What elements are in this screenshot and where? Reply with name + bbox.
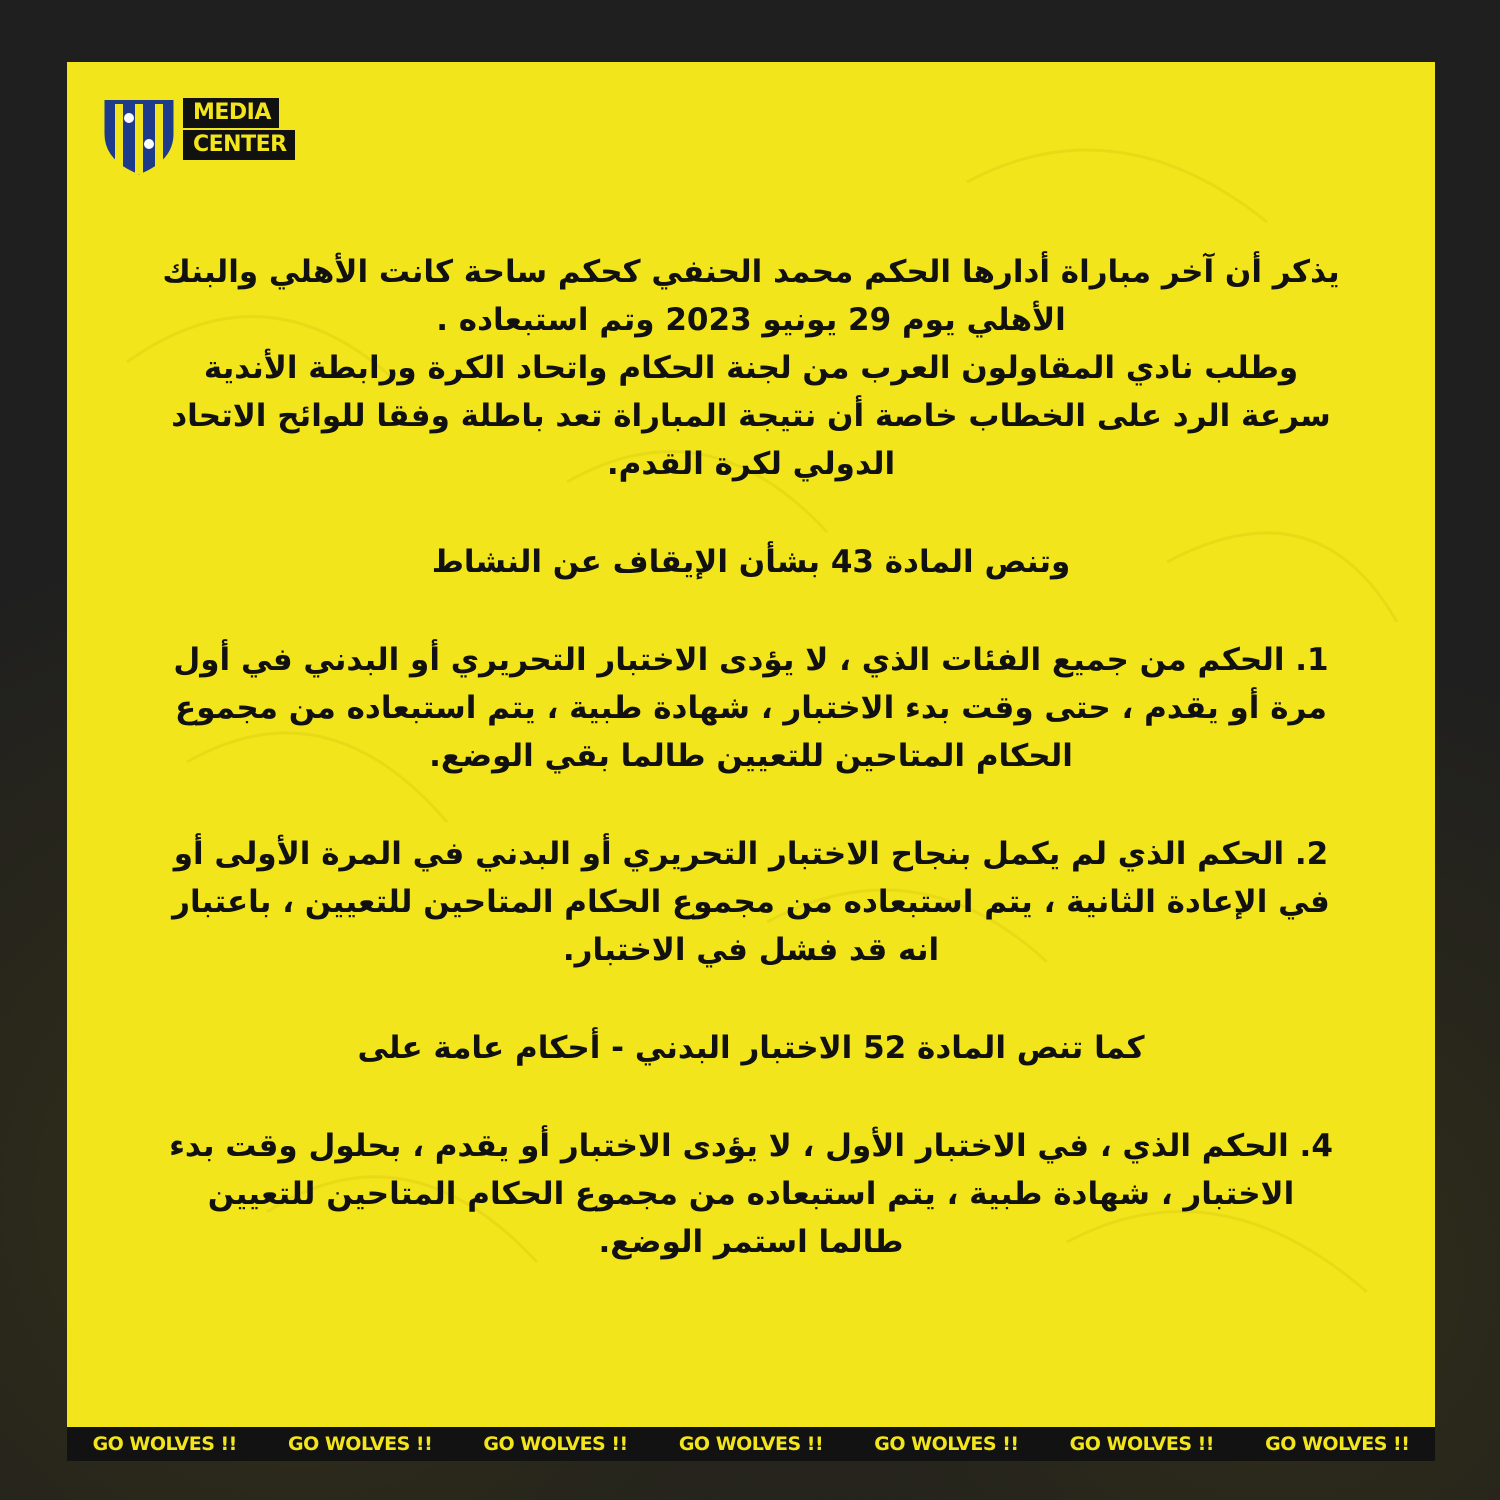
footer-slogan: GO WOLVES !! <box>1265 1433 1410 1455</box>
article-52-clause-4: 4. الحكم الذي ، في الاختبار الأول ، لا يؤدى الاختبار أو يقدم ، بحلول وقت بدء الاختبار ، شهادة طبية ، يتم استبعاده من مجموع الحكام المتاحين للتعيين طالما استمر الوضع. <box>169 1128 1333 1260</box>
logo-line-media: MEDIA <box>183 98 279 128</box>
footer-slogan: GO WOLVES !! <box>1069 1433 1214 1455</box>
article-43-heading: وتنص المادة 43 بشأن الإيقاف عن النشاط <box>431 544 1071 580</box>
footer-slogan: GO WOLVES !! <box>483 1433 628 1455</box>
logo-line-center: CENTER <box>183 130 295 160</box>
intro-paragraph: يذكر أن آخر مباراة أدارها الحكم محمد الحنفي كحكم ساحة كانت الأهلي والبنك الأهلي يوم 29 يونيو 2023 وتم استبعاده . وطلب نادي المقاولون العرب من لجنة الحكام واتحاد الكرة ورابطة الأندية سرعة الرد على الخطاب خاصة أن نتيجة المباراة تعد باطلة وفقا للوائح الاتحاد الدولي لكرة القدم. <box>162 254 1340 482</box>
footer-banner <box>67 1427 1435 1461</box>
article-52-heading: كما تنص المادة 52 الاختبار البدني - أحكام عامة على <box>357 1030 1145 1066</box>
club-shield-icon <box>99 82 179 178</box>
article-43-clause-1: 1. الحكم من جميع الفئات الذي ، لا يؤدى الاختبار التحريري أو البدني في أول مرة أو يقدم ، حتى وقت بدء الاختبار ، شهادة طبية ، يتم استبعاده من مجموع الحكام المتاحين للتعيين طالما بقي الوضع. <box>173 642 1329 774</box>
footer-slogan: GO WOLVES !! <box>287 1433 433 1455</box>
statement-body <box>97 248 1405 1266</box>
article-43-clause-2: 2. الحكم الذي لم يكمل بنجاح الاختبار التحريري أو البدني في المرة الأولى أو في الإعادة الثانية ، يتم استبعاده من مجموع الحكام المتاحين للتعيين ، باعتبار انه قد فشل في الاختبار. <box>172 836 1330 968</box>
statement-card <box>67 62 1435 1427</box>
footer-slogan: GO WOLVES !! <box>874 1433 1019 1455</box>
media-center-logo <box>99 82 299 202</box>
footer-slogan: GO WOLVES !! <box>678 1433 824 1455</box>
footer-slogan: GO WOLVES !! <box>92 1433 237 1455</box>
